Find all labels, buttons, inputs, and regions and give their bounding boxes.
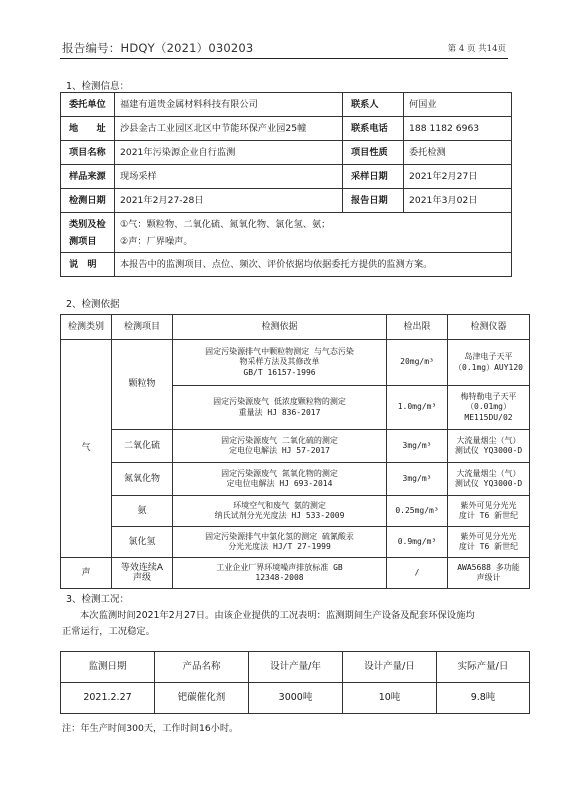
cell-line: 大流量烟尘（气） (456, 468, 521, 478)
basis-cell (173, 463, 387, 496)
info-label: 联系电话 (343, 117, 404, 141)
limit-cell: 0.25mg/m³ (387, 496, 448, 527)
column-header: 检测项目 (112, 315, 173, 340)
info-value (115, 213, 512, 253)
cell-line: ME115DU/02 (464, 412, 513, 422)
info-value: 2021年污染源企业自行监测 (115, 141, 343, 165)
cell-line: （0.01mg） (466, 402, 511, 412)
limit-cell: 3mg/m³ (387, 430, 448, 463)
item-cell: 氮氧化物 (112, 463, 173, 496)
production-row (61, 683, 530, 714)
cell-line: 固定污染源废气 二氧化硫的测定 (221, 435, 338, 445)
column-header: 检出限 (387, 315, 448, 340)
limit-cell: 3mg/m³ (387, 463, 448, 496)
column-header: 设计产量/日 (343, 652, 437, 683)
item-cell: 氯化氢 (112, 527, 173, 558)
basis-cell (173, 558, 387, 589)
column-header: 设计产量/年 (249, 652, 343, 683)
header-divider (60, 58, 508, 59)
info-label: 说 明 (61, 253, 115, 277)
footnote: 注：年生产时间300天，工作时间16小时。 (62, 723, 239, 734)
info-row (61, 117, 512, 141)
cell-line: 物采样方法及其修改单 (239, 357, 320, 367)
cell-line: 固定污染源排气中颗粒物测定 与气态污染 (205, 346, 354, 356)
info-label: 地 址 (61, 117, 115, 141)
instrument-cell (448, 527, 530, 558)
info-label: 检测日期 (61, 189, 115, 213)
basis-cell (173, 386, 387, 430)
basis-cell (173, 430, 387, 463)
instrument-cell (448, 463, 530, 496)
basis-table (60, 314, 530, 589)
info-row (61, 213, 512, 253)
column-header: 检测依据 (173, 315, 387, 340)
cell-line: 固定污染源排气中氯化氢的测定 硫氰酸汞 (205, 531, 354, 541)
cell-line: 12348-2008 (255, 573, 304, 582)
cell-line: （0.1mg）AUY120 (454, 362, 523, 372)
info-value: 2021年2月27-28日 (115, 189, 343, 213)
basis-row (61, 496, 530, 527)
cell-line: 梅特勒电子天平 (460, 391, 517, 401)
page-number: 第 4 页 共14页 (447, 44, 506, 54)
cell-line: 紫外可见分光光 (460, 500, 517, 510)
info-row (61, 189, 512, 213)
cell-line: 声级计 (476, 573, 501, 582)
column-header: 产品名称 (155, 652, 249, 683)
basis-row (61, 527, 530, 558)
cell-line: 大流量烟尘（气） (456, 435, 521, 445)
instrument-cell (448, 386, 530, 430)
basis-row (61, 558, 530, 589)
info-row (61, 253, 512, 277)
cell-line: 岛津电子天平 (464, 352, 513, 361)
basis-header-row (61, 315, 530, 340)
instrument-cell (448, 430, 530, 463)
limit-cell: 20mg/m³ (387, 340, 448, 386)
info-value: 2021年2月27日 (404, 165, 512, 189)
info-label: 采样日期 (343, 165, 404, 189)
instrument-cell (448, 496, 530, 527)
basis-cell (173, 340, 387, 386)
info-value: 何国业 (404, 93, 512, 117)
info-value: 现场采样 (115, 165, 343, 189)
category-cell: 声 (61, 558, 112, 589)
info-value: 沙县金古工业园区北区中节能环保产业园25幢 (115, 117, 343, 141)
info-table (60, 92, 512, 277)
column-header: 实际产量/日 (437, 652, 530, 683)
cell-line: 紫外可见分光光 (460, 531, 517, 541)
cell-line: 工业企业厂界环境噪声排放标准 GB (216, 562, 343, 572)
cell-line: 测试仪 YQ3000-D (454, 479, 523, 488)
cell-line: 测项目 (69, 235, 97, 247)
cell-line: 类别及检 (69, 218, 106, 230)
basis-row (61, 463, 530, 496)
production-cell: 3000吨 (249, 683, 343, 714)
production-table (60, 651, 530, 714)
cell-line: 定电位电解法 HJ 57-2017 (229, 446, 330, 455)
cell-line: 度计 T6 新世纪 (458, 542, 519, 551)
condition-paragraph-line-1: 本次监测时间2021年2月27日。由该企业提供的工况表明：监测期间生产设备及配套环保设施均 (80, 610, 475, 621)
info-row (61, 141, 512, 165)
info-value: 2021年3月02日 (404, 189, 512, 213)
cell-line: 声级 (132, 573, 151, 583)
info-value: 福建有道贵金属材料科技有限公司 (115, 93, 343, 117)
basis-cell (173, 527, 387, 558)
info-value: 本报告中的监测项目、点位、频次、评价依据均依据委托方提供的监测方案。 (115, 253, 512, 277)
section-2-title: 2、检测依据 (66, 299, 120, 310)
instrument-cell (448, 340, 530, 386)
info-label: 委托单位 (61, 93, 115, 117)
category-cell: 气 (61, 340, 112, 558)
info-label (61, 213, 115, 253)
cell-line: 定电位电解法 HJ 693-2014 (226, 479, 333, 488)
info-value: 188 1182 6963 (404, 117, 512, 141)
column-header: 监测日期 (61, 652, 155, 683)
info-label: 联系人 (343, 93, 404, 117)
info-label: 项目性质 (343, 141, 404, 165)
cell-line: 等效连续A (120, 562, 164, 573)
cell-line: 重量法 HJ 836-2017 (238, 407, 321, 417)
production-header-row (61, 652, 530, 683)
cell-line: GB/T 16157-1996 (243, 367, 316, 377)
production-cell: 2021.2.27 (61, 683, 155, 714)
item-cell: 颗粒物 (112, 340, 173, 430)
cell-line: 度计 T6 新世纪 (458, 511, 519, 520)
item-cell: 氨 (112, 496, 173, 527)
basis-row (61, 340, 530, 386)
production-cell: 10吨 (343, 683, 437, 714)
cell-line: AWA5688 多功能 (457, 562, 520, 572)
column-header: 检测仪器 (448, 315, 530, 340)
cell-line: ①气：颗粒物、二氧化硫、氮氧化物、氯化氢、氨； (120, 218, 331, 230)
production-cell: 钯碳催化剂 (155, 683, 249, 714)
info-value: 委托检测 (404, 141, 512, 165)
limit-cell: 1.0mg/m³ (387, 386, 448, 430)
cell-line: 测试仪 YQ3000-D (454, 446, 523, 455)
basis-row (61, 430, 530, 463)
cell-line: 固定污染源废气 低浓度颗粒物的测定 (213, 397, 346, 406)
section-1-title: 1、检测信息： (66, 81, 130, 92)
item-cell: 二氧化硫 (112, 430, 173, 463)
instrument-cell (448, 558, 530, 589)
limit-cell: / (387, 558, 448, 589)
basis-cell (173, 496, 387, 527)
limit-cell: 0.9mg/m³ (387, 527, 448, 558)
info-row (61, 165, 512, 189)
report-number: 报告编号：HDQY（2021）030203 (62, 41, 254, 55)
condition-paragraph-line-2: 正常运行，工况稳定。 (62, 626, 155, 637)
info-label: 报告日期 (343, 189, 404, 213)
cell-line: 固定污染源废气 氮氧化物的测定 (221, 468, 338, 478)
cell-line: 纳氏试剂分光光度法 HJ 533-2009 (214, 511, 345, 520)
info-label: 项目名称 (61, 141, 115, 165)
production-cell: 9.8吨 (437, 683, 530, 714)
info-row (61, 93, 512, 117)
cell-line: 分光光度法 HJ/T 27-1999 (228, 542, 331, 551)
item-cell (112, 558, 173, 589)
cell-line: ②声：厂界噪声。 (120, 235, 193, 247)
info-label: 样品来源 (61, 165, 115, 189)
column-header: 检测类别 (61, 315, 112, 340)
cell-line: 环境空气和废气 氨的测定 (233, 500, 326, 510)
section-3-title: 3、检测工况： (66, 594, 130, 605)
